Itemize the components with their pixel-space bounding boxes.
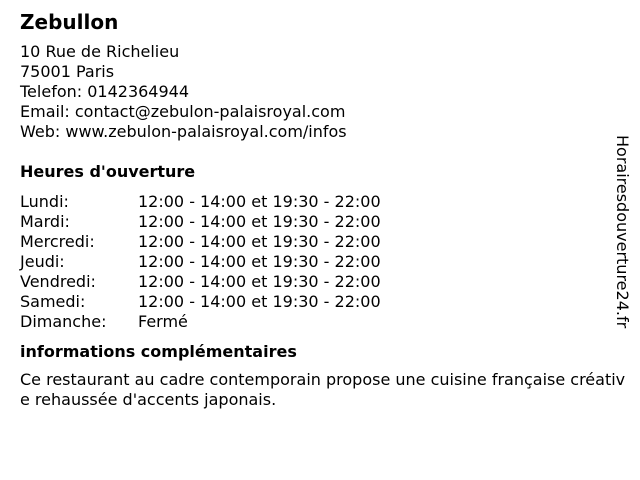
hours-row	[20, 212, 381, 232]
contact-block	[20, 42, 610, 142]
restaurant-name: Zebullon	[20, 10, 119, 34]
hours-row	[20, 292, 381, 312]
hours-time: Fermé	[138, 312, 188, 331]
hours-time: 12:00 - 14:00 et 19:30 - 22:00	[138, 212, 381, 231]
hours-day: Mardi:	[20, 212, 70, 231]
hours-day: Jeudi:	[20, 252, 65, 271]
hours-row	[20, 232, 381, 252]
phone-line: Telefon: 0142364944	[20, 82, 190, 101]
info-description: Ce restaurant au cadre contemporain propose une cuisine française créative rehaussée d'accents japonais.	[20, 370, 626, 409]
hours-time: 12:00 - 14:00 et 19:30 - 22:00	[138, 292, 381, 311]
web-line: Web: www.zebulon-palaisroyal.com/infos	[20, 122, 347, 141]
site-watermark: Horairesdouverture24.fr	[613, 135, 632, 329]
hours-day: Samedi:	[20, 292, 86, 311]
hours-row	[20, 192, 381, 212]
address-line-1: 10 Rue de Richelieu	[20, 42, 180, 61]
address-line-2: 75001 Paris	[20, 62, 115, 81]
hours-heading: Heures d'ouverture	[20, 162, 196, 181]
hours-time: 12:00 - 14:00 et 19:30 - 22:00	[138, 232, 381, 251]
hours-row	[20, 252, 381, 272]
hours-row	[20, 312, 381, 332]
hours-row	[20, 272, 381, 292]
hours-time: 12:00 - 14:00 et 19:30 - 22:00	[138, 272, 381, 291]
hours-time: 12:00 - 14:00 et 19:30 - 22:00	[138, 192, 381, 211]
hours-day: Dimanche:	[20, 312, 107, 331]
hours-day: Lundi:	[20, 192, 69, 211]
hours-day: Mercredi:	[20, 232, 95, 251]
hours-day: Vendredi:	[20, 272, 96, 291]
email-line: Email: contact@zebulon-palaisroyal.com	[20, 102, 346, 121]
hours-time: 12:00 - 14:00 et 19:30 - 22:00	[138, 252, 381, 271]
hours-table	[20, 192, 381, 332]
info-heading: informations complémentaires	[20, 342, 297, 361]
